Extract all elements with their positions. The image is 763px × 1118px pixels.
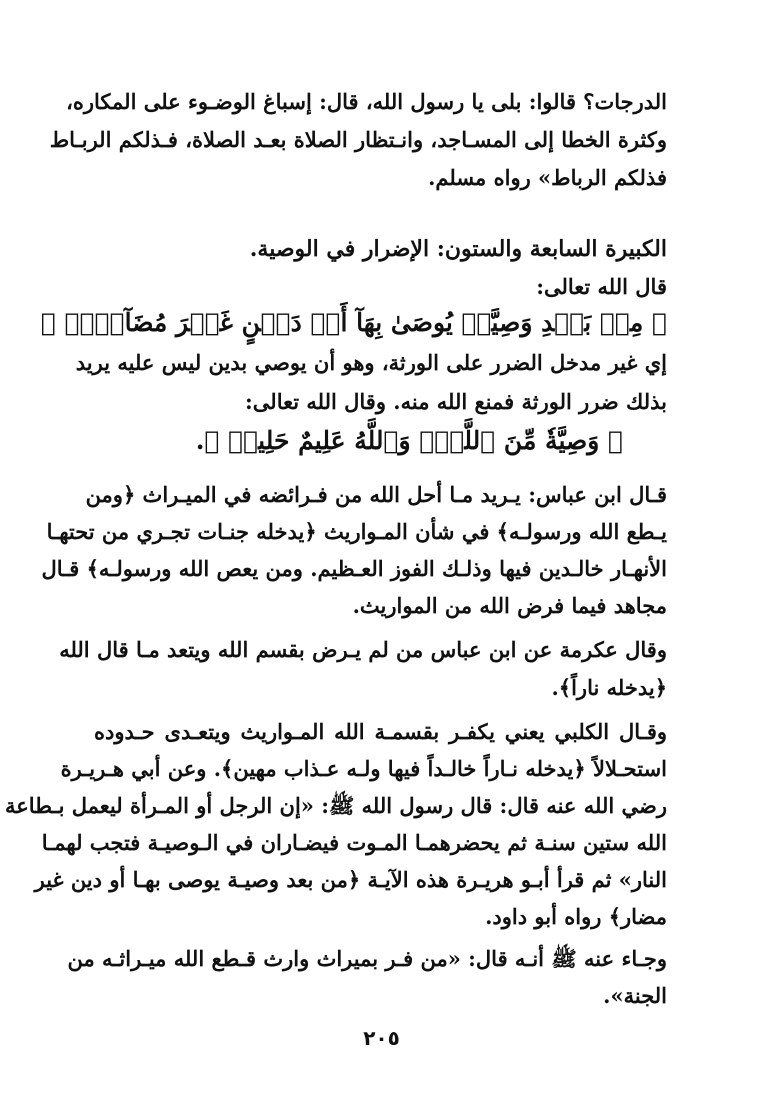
text-line: استحـلالاً ﴿يدخله نـاراً خالـداً فيها ولـه عـذاب مهين﴾. وعن أبي هـريـرة (60, 756, 667, 781)
text-line: وقـال الكلبي يعني يكفـر بقسمـة الله المـواريث ويتعـدى حـدوده (94, 719, 667, 744)
text-line: بذلك ضرر الورثة فمنع الله منه. وقال الله تعالى: (245, 389, 667, 414)
text-line: فذلكم الرباط» رواه مسلم. (428, 165, 667, 190)
text-line: الله ستين سنـة ثم يحضرهمـا المـوت فيضـاران في الـوصيـة فتجب لهمـا (41, 830, 667, 855)
intro-line: قال الله تعالى: (536, 274, 667, 299)
text-line: الدرجات؟ قالوا: بلى يا رسول الله، قال: إسباغ الوضـوء على المكاره، (66, 89, 667, 114)
text-line: مجاهد فيما فرض الله من المواريث. (352, 593, 667, 618)
text-line: وكثرة الخطا إلى المسـاجد، وانـتظار الصلاة بعـد الصلاة، فـذلكم الربـاط (49, 127, 667, 152)
text-line: الجنة». (603, 983, 667, 1008)
text-line: ﴿يدخله ناراً﴾. (551, 675, 667, 700)
text-line: النار» ثم قرأ أبـو هريـرة هذه الآيـة ﴿من بعد وصيـة يوصى بهـا أو دين غير (34, 867, 667, 892)
page-number: ٢٠٥ (363, 1026, 400, 1050)
text-line: يـطع الله ورسولـه﴾ في شأن المـواريث ﴿يدخله جنـات تجـري من تحتهـا (46, 519, 667, 544)
text-line: رضي الله عنه قال: قال رسول الله ﷺ: «إن الرجل أو المـرأة ليعمل بـطاعة (5, 793, 667, 818)
quran-verse: ﴿ مِنۢ بَعۡدِ وَصِيَّةٖ يُوصَىٰ بِهَآ أَوۡ دَيۡنٍ غَيۡرَ مُضَآرّٖۚ ﴾ (40, 308, 667, 337)
text-line: مضار﴾ رواه أبو داود. (485, 904, 667, 929)
quran-verse: ﴿ وَصِيَّةٗ مِّنَ ٱللَّهِۗ وَٱللَّهُ عَلِيمٌ حَلِيمٞ ﴾. (195, 426, 623, 455)
text-line: إي غير مدخل الضرر على الورثة، وهو أن يوصي بدين ليس عليه يريد (75, 350, 667, 375)
text-line: وقال عكرمة عن ابن عباس من لم يـرض بقسم الله ويتعد مـا قال الله (59, 637, 667, 662)
text-line: الأنهـار خالـدين فيها وذلـك الفوز العـظيم. ومن يعص الله ورسولـه﴾ قـال (41, 556, 667, 581)
chapter-heading: الكبيرة السابعة والستون: الإضرار في الوصية. (249, 236, 667, 262)
text-line: قـال ابن عباس: يـريد مـا أحل الله من فـرائضه في الميـراث ﴿ومن (85, 482, 667, 507)
text-line: وجـاء عنه ﷺ أنـه قال: «من فـر بميراث وارث قـطع الله ميـراثـه من (67, 946, 667, 971)
